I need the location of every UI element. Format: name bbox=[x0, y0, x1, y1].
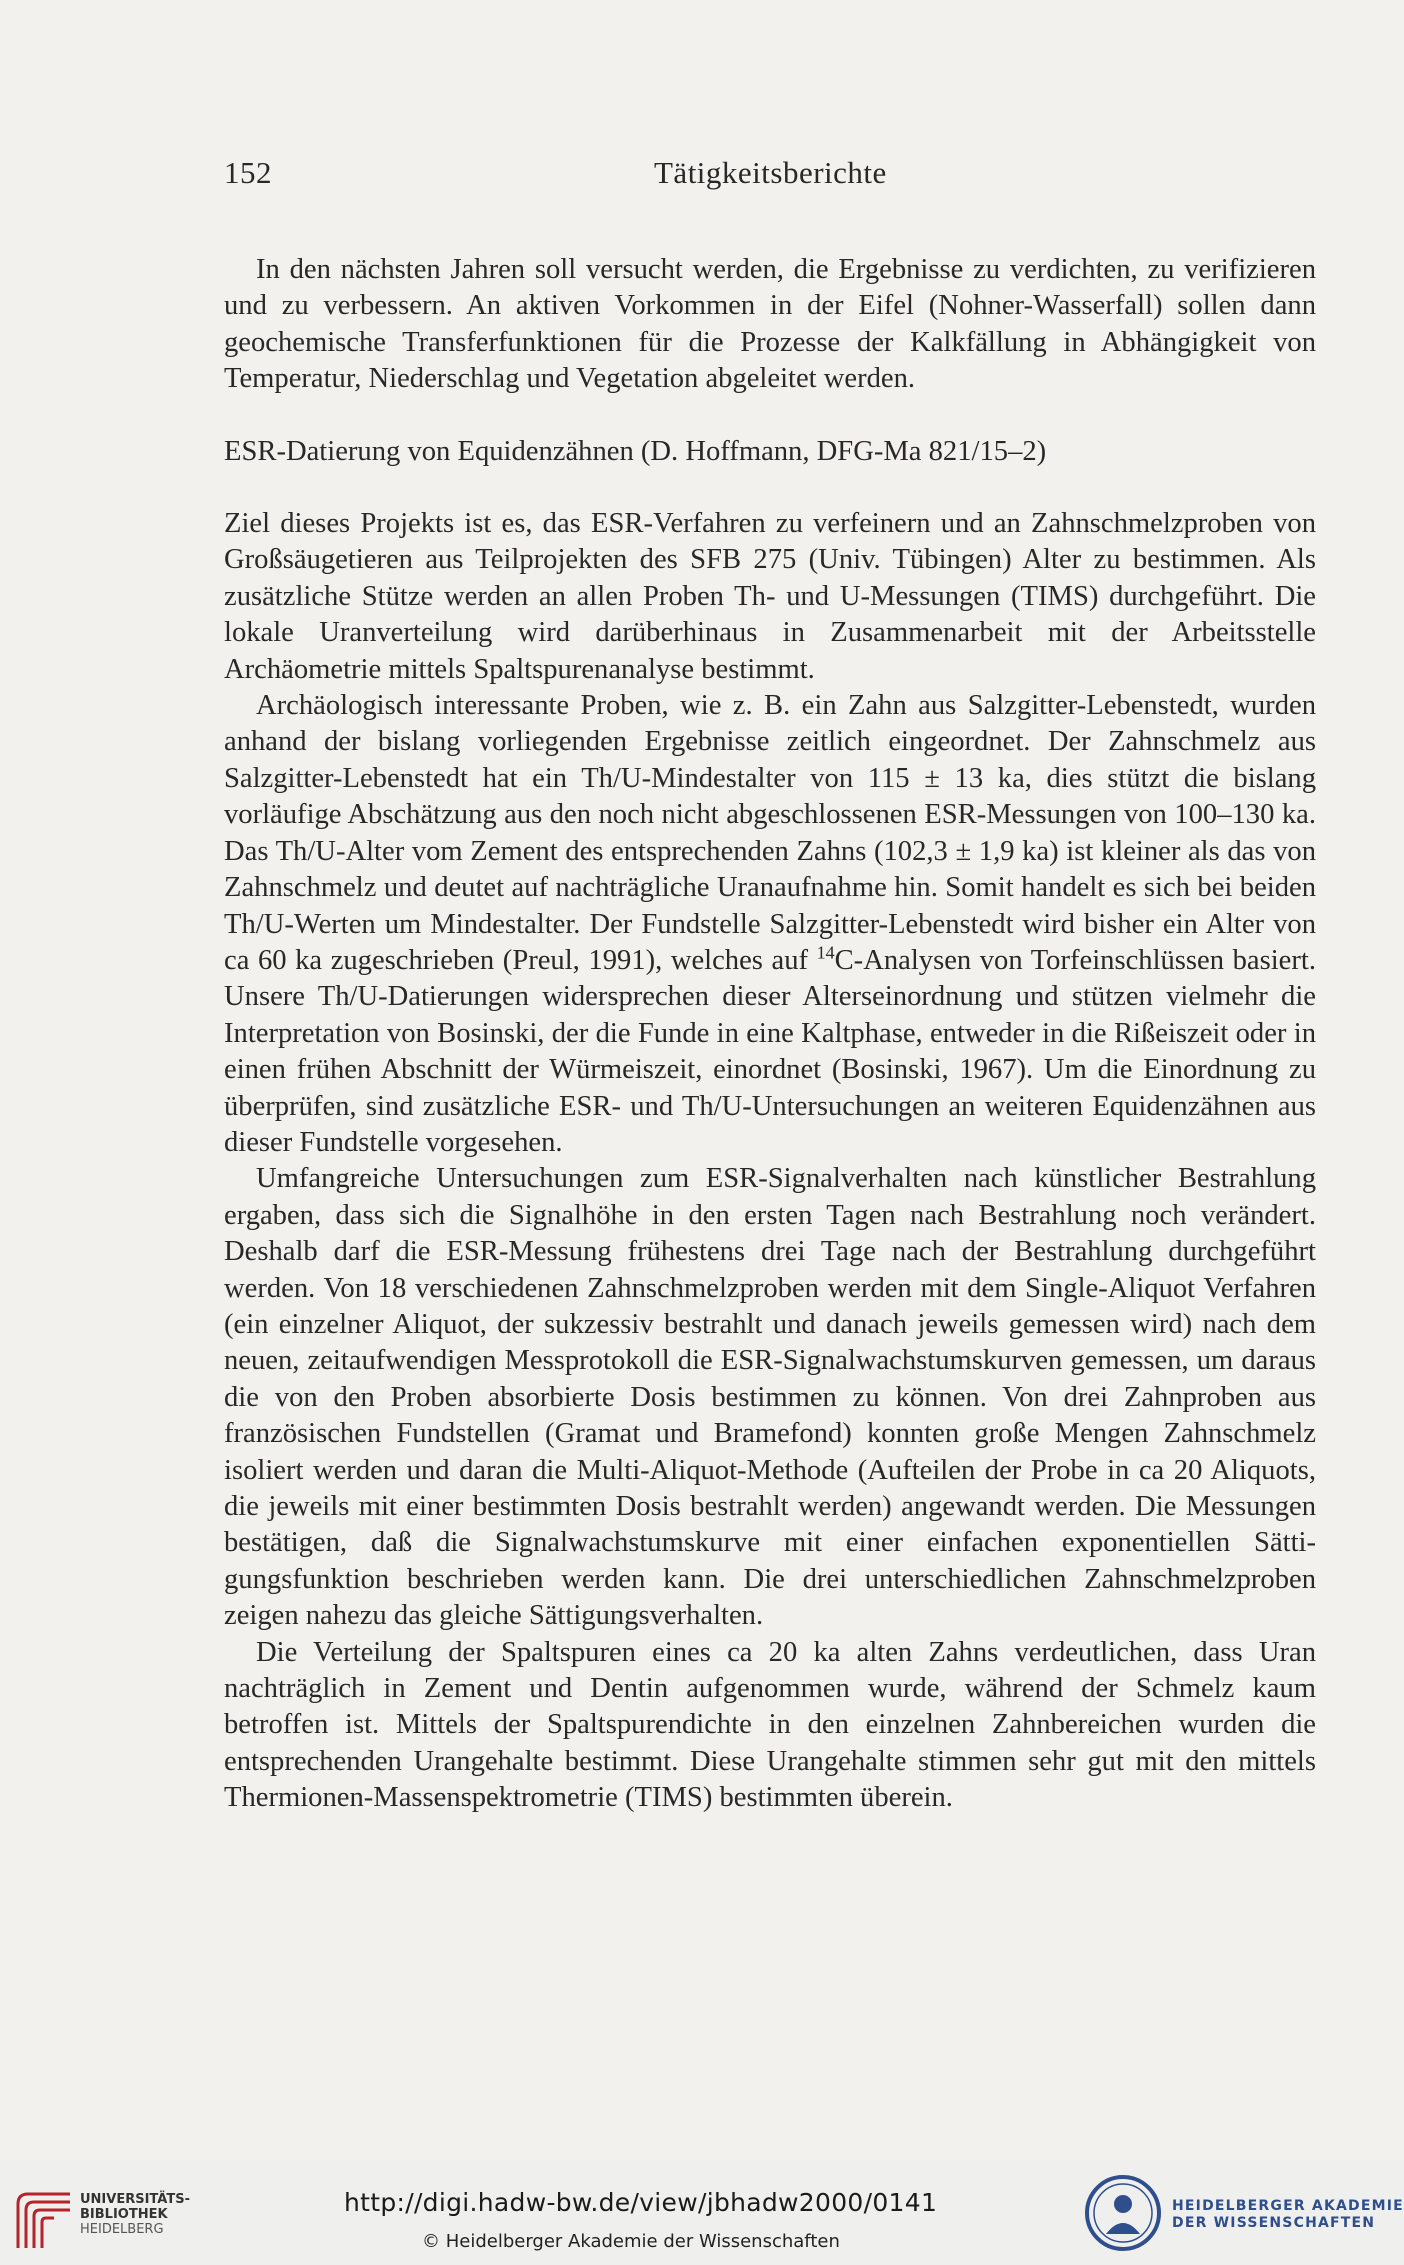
library-line-2: BIBLIOTHEK bbox=[80, 2207, 168, 2222]
academy-seal-icon bbox=[1084, 2174, 1162, 2252]
paragraph-fission-tracks: Die Verteilung der Spaltspuren eines ca 20 ka alten Zahns verdeutlichen, dass Uran nachträglich in Zement und Dentin aufgenommen wurde, während der Schmelz kaum betroffen ist. Mittels der Spaltspurendichte in den einzelnen Zahnbereichen wurden die entsprechenden Urangehalte bestimmt. Diese Urangehalte stimmen sehr gut mit den mittels Thermionen-Massenspektrometrie (TIMS) bestimmten überein. bbox=[224, 1636, 1316, 1814]
library-line-1: UNIVERSITÄTS- bbox=[80, 2192, 190, 2207]
paragraph-project-goal: Ziel dieses Projekts ist es, das ESR-Verfahren zu verfeinern und an Zahnschmelzproben von Großsäugetieren aus Teilprojekten des SFB 275 (Univ. Tübingen) Alter zu bestimmen. Als zusätzliche Stütze werden an allen Proben Th- und U-Messungen (TIMS) durchgeführt. Die lokale Uranverteilung wird darüberhinaus in Zusammenarbeit mit der Arbeitsstelle Archäometrie mittels Spaltspurenanalyse bestimmt. bbox=[224, 508, 1316, 685]
dating-text-part1: Archäologisch interessante Proben, wie z. B. ein Zahn aus Salzgitter-Lebenstedt, wurden anhand der bislang vorliegenden Ergebnisse zeitlich eingeordnet. Der Zahnschmelz aus Salzgitter-Lebenstedt hat ein Th/U-Mindestalter von 115 ± 13 ka, dies stützt die bislang vorläufige Abschätzung aus den noch nicht abgeschlossenen ESR-Messungen von 100–130 ka. Das Th/U-Alter vom Zement des entsprechenden Zahns (102,3 ± 1,9 ka) ist kleiner als das von Zahnschmelz und deutet auf nachträgliche Uranaufnahme hin. Somit handelt es sich bei beiden Th/U-Werten um Mindestalter. Der Fundstelle Salzgitter-Lebenstedt wird bisher ein Alter von ca 60 ka zugeschrieben (Preul, 1991), welches auf bbox=[224, 690, 1316, 976]
academy-line-2: DER WISSENSCHAFTEN bbox=[1172, 2215, 1376, 2231]
permalink-url[interactable]: http://digi.hadw-bw.de/view/jbhadw2000/0141 bbox=[344, 2188, 938, 2217]
academy-name bbox=[1172, 2198, 1404, 2232]
superscript-14: 14 bbox=[816, 942, 835, 963]
page-number: 152 bbox=[224, 155, 272, 190]
running-title: Tätigkeitsberichte bbox=[654, 155, 887, 190]
digitization-footer bbox=[0, 2160, 1404, 2265]
paragraph-dating-results bbox=[224, 688, 1316, 1161]
paragraph-signal-behaviour: Umfangreiche Untersuchungen zum ESR-Signalverhalten nach künstlicher Bestrahlung ergaben, dass sich die Signalhöhe in den ersten Tagen nach Bestrahlung noch verändert. Deshalb darf die ESR-Messung frühestens drei Tage nach der Bestrahlung durchgeführt werden. Von 18 verschiedenen Zahnschmelzproben werden mit dem Single-Aliquot Verfahren (ein einzelner Aliquot, der sukzessiv bestrahlt und danach jeweils gemessen wird) nach dem neuen, zeitaufwendigen Messprotokoll die ESR-Signalwachstumskurven gemessen, um daraus die von den Proben absorbierte Dosis bestimmen zu können. Von drei Zahnproben aus französischen Fundstellen (Gramat und Bramefond) konnten große Mengen Zahnschmelz isoliert werden und daran die Multi-Aliquot-Methode (Aufteilen der Probe in ca 20 Aliquots, die jeweils mit einer bestimmten Dosis bestrahlt werden) angewandt werden. Die Messungen bestätigen, daß die Signalwachstumskurve mit einer einfachen exponentiellen Sättigungsfunktion beschrieben werden kann. Die drei unterschiedlichen Zahnschmelzproben zeigen nahezu das gleiche Sättigungsverhalten. bbox=[224, 1163, 1316, 1632]
copyright-notice: © Heidelberger Akademie der Wissenschaften bbox=[422, 2231, 840, 2252]
library-line-3: HEIDELBERG bbox=[80, 2222, 164, 2237]
paragraph-intro: In den nächsten Jahren soll versucht werden, die Ergebnisse zu verdichten, zu verifizieren und zu verbessern. An aktiven Vorkommen in der Eifel (Nohner-Wasserfall) sollen dann geochemische Transferfunktionen für die Prozesse der Kalkfällung in Abhängigkeit von Temperatur, Niederschlag und Vegetation abgeleitet werden. bbox=[224, 254, 1316, 395]
body-text bbox=[224, 252, 1316, 1817]
section-heading: ESR-Datierung von Equidenzähnen (D. Hoffmann, DFG-Ma 821/15–2) bbox=[224, 435, 1047, 467]
dating-text-part2: C-Analysen von Torfeinschlüssen basiert. Unsere Th/U-Datierungen widersprechen dieser Alterseinordnung und stützen vielmehr die Interpretation von Bosinski, der die Funde in eine Kaltphase, entweder in die Rißeiszeit oder in einen frühen Abschnitt der Würmeiszeit, einordnet (Bosinski, 1967). Um die Einordnung zu überprüfen, sind zusätzliche ESR- und Th/U-Untersuchungen an weiteren Equidenzähnen aus dieser Fundstelle vorgesehen. bbox=[224, 944, 1316, 1158]
university-library-name bbox=[80, 2192, 190, 2237]
academy-line-1: HEIDELBERGER AKADEMIE bbox=[1172, 2198, 1404, 2214]
